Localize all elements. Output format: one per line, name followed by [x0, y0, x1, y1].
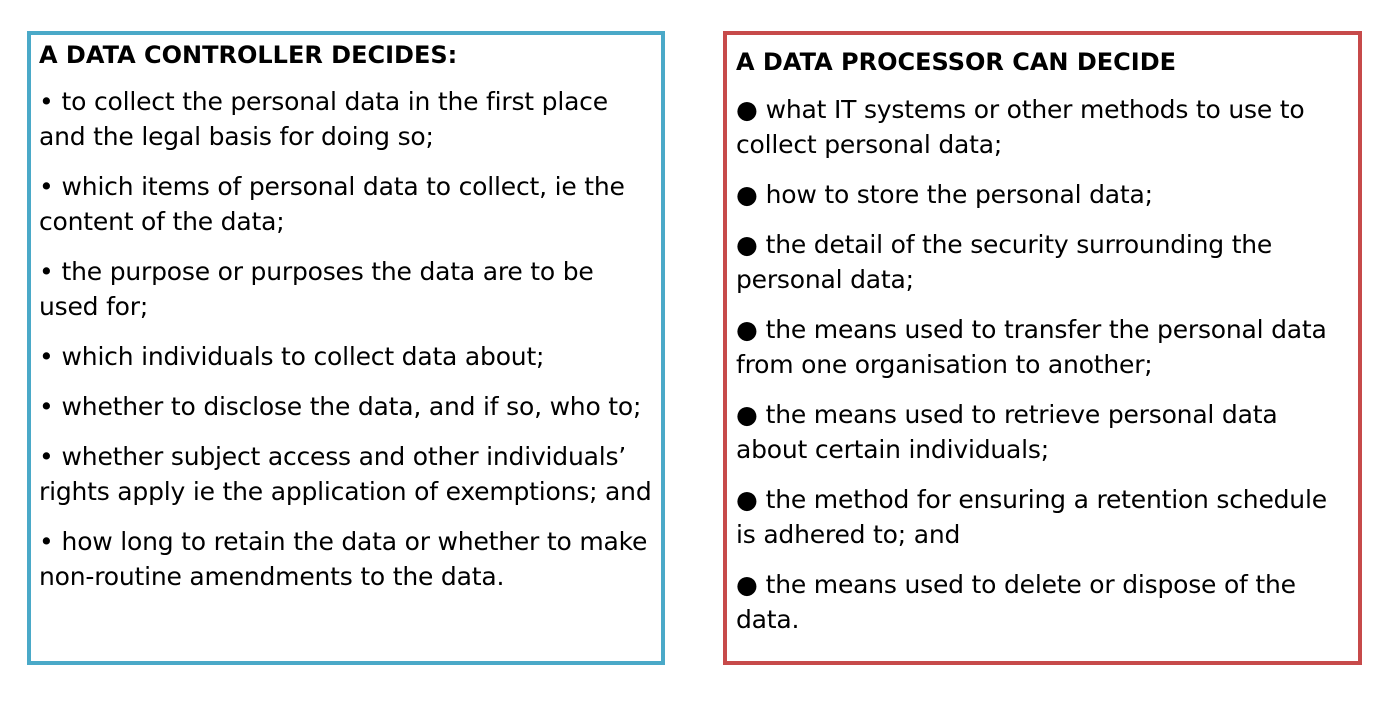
processor-item-text: the means used to delete or dispose of the data.	[736, 570, 1296, 634]
controller-item-text: which individuals to collect data about;	[61, 342, 545, 371]
processor-item-text: the means used to retrieve personal data about certain individuals;	[736, 400, 1278, 464]
bullet-icon: •	[39, 172, 54, 201]
bullet-icon: •	[39, 257, 54, 286]
data-controller-list	[39, 84, 661, 594]
processor-list-item	[736, 227, 1358, 297]
controller-list-item	[39, 389, 661, 424]
bullet-icon: •	[39, 442, 54, 471]
data-processor-title: A DATA PROCESSOR CAN DECIDE	[736, 48, 1177, 76]
controller-list-item	[39, 524, 661, 594]
controller-list-item	[39, 254, 661, 324]
bullet-icon: ●	[736, 485, 758, 514]
bullet-icon: ●	[736, 400, 758, 429]
processor-list-item	[736, 92, 1358, 162]
bullet-icon: •	[39, 527, 54, 556]
controller-list-item	[39, 84, 661, 154]
data-controller-title: A DATA CONTROLLER DECIDES:	[39, 41, 458, 69]
controller-item-text: whether to disclose the data, and if so, who to;	[61, 392, 642, 421]
bullet-icon: ●	[736, 230, 758, 259]
bullet-icon: ●	[736, 180, 758, 209]
data-controller-panel	[27, 31, 665, 665]
processor-item-text: what IT systems or other methods to use to collect personal data;	[736, 95, 1305, 159]
bullet-icon: ●	[736, 315, 758, 344]
processor-item-text: the detail of the security surrounding the personal data;	[736, 230, 1273, 294]
processor-item-text: the method for ensuring a retention schedule is adhered to; and	[736, 485, 1327, 549]
processor-list-item	[736, 312, 1358, 382]
controller-item-text: whether subject access and other individuals’ rights apply ie the application of exemptions; and	[39, 442, 652, 506]
processor-list-item	[736, 177, 1358, 212]
controller-item-text: how long to retain the data or whether to make non-routine amendments to the data.	[39, 527, 648, 591]
controller-item-text: which items of personal data to collect, ie the content of the data;	[39, 172, 625, 236]
processor-list-item	[736, 397, 1358, 467]
controller-item-text: to collect the personal data in the first place and the legal basis for doing so;	[39, 87, 608, 151]
controller-list-item	[39, 439, 661, 509]
bullet-icon: •	[39, 342, 54, 371]
bullet-icon: •	[39, 392, 54, 421]
bullet-icon: •	[39, 87, 54, 116]
controller-item-text: the purpose or purposes the data are to be used for;	[39, 257, 594, 321]
processor-list-item	[736, 482, 1358, 552]
bullet-icon: ●	[736, 570, 758, 599]
data-processor-panel	[723, 31, 1362, 665]
controller-list-item	[39, 169, 661, 239]
data-processor-list	[736, 92, 1358, 637]
processor-list-item	[736, 567, 1358, 637]
controller-list-item	[39, 339, 661, 374]
bullet-icon: ●	[736, 95, 758, 124]
processor-item-text: how to store the personal data;	[765, 180, 1153, 209]
processor-item-text: the means used to transfer the personal data from one organisation to another;	[736, 315, 1327, 379]
